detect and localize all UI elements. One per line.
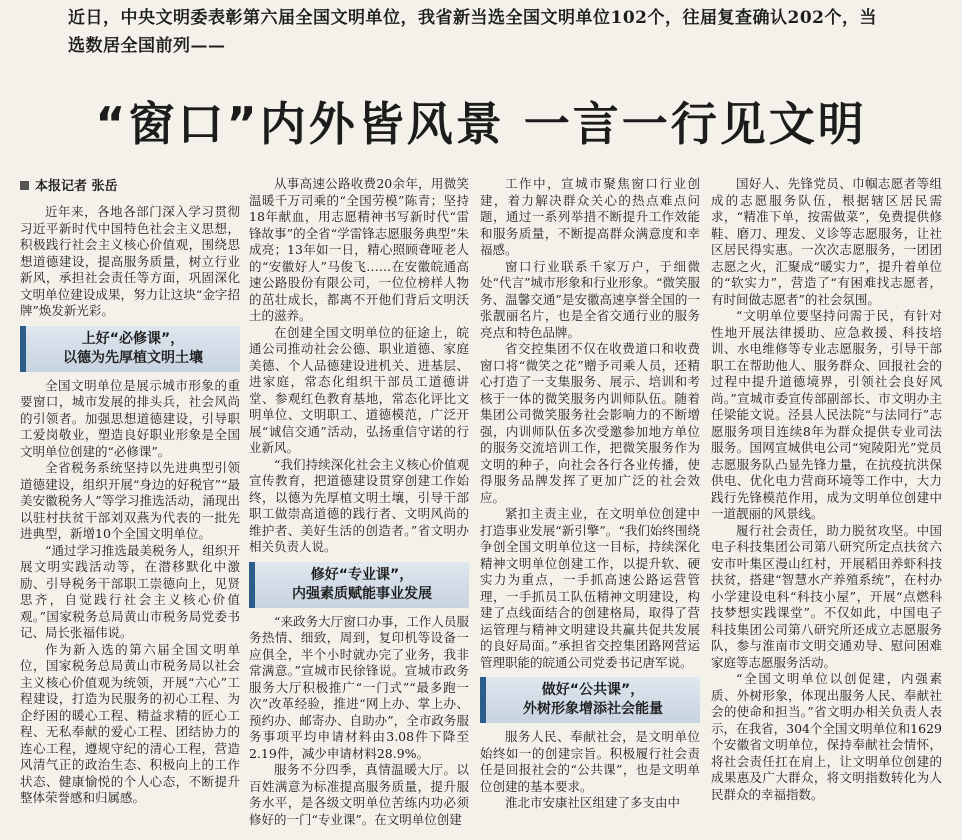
- col3b-paragraphs: [480, 729, 700, 812]
- paragraph: 省交控集团不仅在收费道口和收费窗口将“微笑之花”赠予司乘人员，还精心打造了一支集服务、展示、培训和考核于一体的微笑服务内训师队伍。随着集团公司微笑服务社会影响力的不断增强，内训师队伍多次受邀参加地方单位的服务交流培训工作，把微笑服务作为文明的种子，向社会各行各业传播，使得服务品牌发挥了更加广泛的社会效应。: [480, 341, 700, 505]
- column-2: [249, 176, 469, 840]
- column-4: [711, 176, 942, 840]
- subheading-1-line-2: 以德为先厚植文明土壤: [63, 349, 203, 366]
- col4-paragraphs: [711, 176, 942, 803]
- subheading-2-line-1: 修好“专业课”，: [310, 566, 414, 583]
- paragraph: “我们持续深化社会主义核心价值观宣传教育，把道德建设贯穿创建工作始终，以德为先厚植文明土壤，引导干部职工做崇高道德的践行者、文明风尚的维护者、美好生活的创造者。”省文明办相关负责人说。: [249, 456, 469, 554]
- subheading-3-line-2: 外树形象增添社会能量: [523, 701, 663, 717]
- column-3: [480, 176, 700, 840]
- paragraph: 履行社会责任，助力脱贫攻坚。中国电子科技集团公司第八研究所定点扶贫六安市叶集区漫山红村，开展稻田养虾科技扶贫，搭建“智慧水产养殖系统”，在村办小学建设电科“科技小屋”，开展“点燃科技梦想实践课堂”。不仅如此，中国电子科技集团公司第八研究所还成立志愿服务队，参与淮南市文明交通劝导、慰问困难家庭等志愿服务活动。: [711, 522, 942, 670]
- subheading-1-line-1: 上好“必修课”，: [81, 330, 185, 347]
- paragraph: 近年来，各地各部门深入学习贯彻习近平新时代中国特色社会主义思想，积极践行社会主义核心价值观，围绕思想道德建设，提高服务质量，树立行业新风，承担社会责任等方面，巩固深化文明单位建设成果，努力让这块“金字招牌”焕发新光彩。: [20, 204, 240, 318]
- col3-paragraphs: [480, 176, 700, 671]
- paragraph: “通过学习推选最美税务人，组织开展文明实践活动等，在潜移默化中激励、引导税务干部职工崇德向上，见贤思齐，自觉践行社会主义核心价值观。”国家税务总局黄山市税务局党委书记、局长张福伟说。: [20, 542, 240, 640]
- paragraph: 工作中，宣城市聚焦窗口行业创建，着力解决群众关心的热点难点问题，通过一系列举措不断提升工作效能和服务质量，不断提高群众满意度和幸福感。: [480, 176, 700, 257]
- col1b-paragraphs: [20, 378, 240, 807]
- paragraph: “文明单位要坚持问需于民，有针对性地开展法律援助、应急救援、科技培训、水电维修等专业志愿服务，引导干部职工在帮助他人、服务群众、回报社会的过程中提升道德境界，引领社会良好风尚。”宣城市委宣传部副部长、市文明办主任梁能文说。泾县人民法院“与法同行”志愿服务项目连续8年为群众提供专业司法服务。国网宣城供电公司“宛陵阳光”党员志愿服务队凸显先锋力量，在抗疫抗洪保供电、优化电力营商环境等工作中，大力践行先锋模范作用，成为文明单位创建中一道靓丽的风景线。: [711, 308, 942, 521]
- paragraph: 国好人、先锋党员、巾帼志愿者等组成的志愿服务队伍，根据辖区居民需求，“精准下单，按需做菜”，免费提供修鞋、磨刀、理发、义诊等志愿服务，让社区居民得实惠。一次次志愿服务，一团团志愿之火，汇聚成“暖实力”，提升着单位的“软实力”，营造了“有困难找志愿者，有时间做志愿者”的社会氛围。: [711, 176, 942, 307]
- col1-paragraphs: [20, 204, 240, 320]
- column-1: [20, 204, 240, 840]
- subheading-3: [480, 677, 700, 723]
- headline: “窗口”内外皆风景 一言一行见文明: [95, 97, 867, 151]
- paragraph: “来政务大厅窗口办事，工作人员服务热情、细致，周到，复印机等设备一应俱全，半个小时就办完了业务，我非常满意。”宣城市民徐锋说。宣城市政务服务大厅积极推广“一门式”“最多跑一次”改革经验，推进“网上办、掌上办、预约办、邮寄办、自助办”，全市政务服务事项平均申请材料由3.08件下降至2.19件，减少申请材料28.9%。: [249, 613, 469, 761]
- subheading-2-line-2: 内强素质赋能事业发展: [292, 585, 432, 602]
- paragraph: 紧扣主责主业，在文明单位创建中打造事业发展“新引擎”。“我们始终围绕争创全国文明单位这一目标，持续深化精神文明单位创建工作，以提升软、硬实力为重点，一手抓高速公路运营管理，一手抓员工队伍精神文明建设，构建了点线面结合的创建格局，取得了营运管理与精神文明建设共赢共促共发展的良好局面。”承担省交控集团路网营运管理职能的皖通公司党委书记唐军说。: [480, 506, 700, 670]
- paragraph: 从事高速公路收费20余年，用微笑温暖千万司乘的“全国劳模”陈青；坚持18年献血，用志愿精神书写新时代“雷锋故事”的全省“学雷锋志愿服务典型”朱成亮；13年如一日，精心照顾聋哑老人的“安徽好人”马俊飞……在安徽皖通高速公路股份有限公司，一位位榜样人物的茁壮成长，都离不开他们背后文明沃土的滋养。: [249, 176, 469, 323]
- paragraph: “全国文明单位以创促建，内强素质、外树形象，体现出服务人民、奉献社会的使命和担当。”省文明办相关负责人表示，在我省，304个全国文明单位和1629个安徽省文明单位，保持奉献社会情怀，将社会责任扛在肩上，让文明单位创建的成果惠及广大群众，将文明指数转化为人民群众的幸福指数。: [711, 671, 942, 802]
- paragraph: 在创建全国文明单位的征途上，皖通公司推动社会公德、职业道德、家庭美德、个人品德建设进机关、进基层、进家庭，常态化组织干部员工道德讲堂、参观红色教育基地，常态化评比文明单位、文明职工、道德模范，广泛开展“诚信交通”活动，弘扬重信守诺的行业新风。: [249, 324, 469, 455]
- paragraph: 全国文明单位是展示城市形象的重要窗口，城市发展的排头兵，社会风尚的引领者。加强思想道德建设，引导职工爱岗敬业，塑造良好职业形象是全国文明单位创建的“必修课”。: [20, 377, 240, 459]
- col2-paragraphs: [249, 176, 469, 556]
- subheading-2: [249, 562, 469, 608]
- byline-text: 本报记者 张岳: [35, 179, 118, 194]
- subheading-1: [20, 326, 240, 372]
- paragraph: 窗口行业联系千家万户，于细微处“代言”城市形象和行业形象。“微笑服务、温馨交通”是安徽高速享誉全国的一张靓丽名片，也是全省交通行业的服务亮点和特色品牌。: [480, 258, 700, 340]
- paragraph: 服务人民、奉献社会，是文明单位始终如一的创建宗旨。积极履行社会责任是回报社会的“公共课”，也是文明单位创建的基本要求。: [480, 729, 700, 794]
- paragraph: 作为新入选的第六届全国文明单位，国家税务总局黄山市税务局以社会主义核心价值观为统领，开展“六心”工程建设，打造为民服务的初心工程、为企纾困的暖心工程、精益求精的匠心工程、无私奉献的爱心工程、团结协力的连心工程，遵规守纪的清心工程，营造风清气正的政治生态、积极向上的工作状态、健康愉悦的个人心态，不断提升整体荣誉感和归属感。: [20, 641, 240, 805]
- paragraph: 淮北市安康社区组建了多支由中: [505, 795, 681, 810]
- paragraph: 服务不分四季，真情温暖大厅。以百姓满意为标准提高服务质量，提升服务水平，是各级文明单位苦练内功必须修好的一门“专业课”。在文明单位创建: [249, 762, 469, 827]
- byline-square: [20, 181, 29, 190]
- col2b-paragraphs: [249, 614, 469, 829]
- subheading-3-line-1: 做好“公共课”，: [541, 682, 645, 698]
- kicker: 近日，中央文明委表彰第六届全国文明单位，我省新当选全国文明单位102个，往届复查确认202个，当选数居全国前列——: [68, 8, 877, 56]
- byline: [20, 175, 118, 194]
- paragraph: 全省税务系统坚持以先进典型引领道德建设，组织开展“身边的好税官”“最美安徽税务人”等学习推选活动，涌现出以驻村扶贫干部刘双燕为代表的一批先进典型，新增10个全国文明单位。: [20, 460, 240, 541]
